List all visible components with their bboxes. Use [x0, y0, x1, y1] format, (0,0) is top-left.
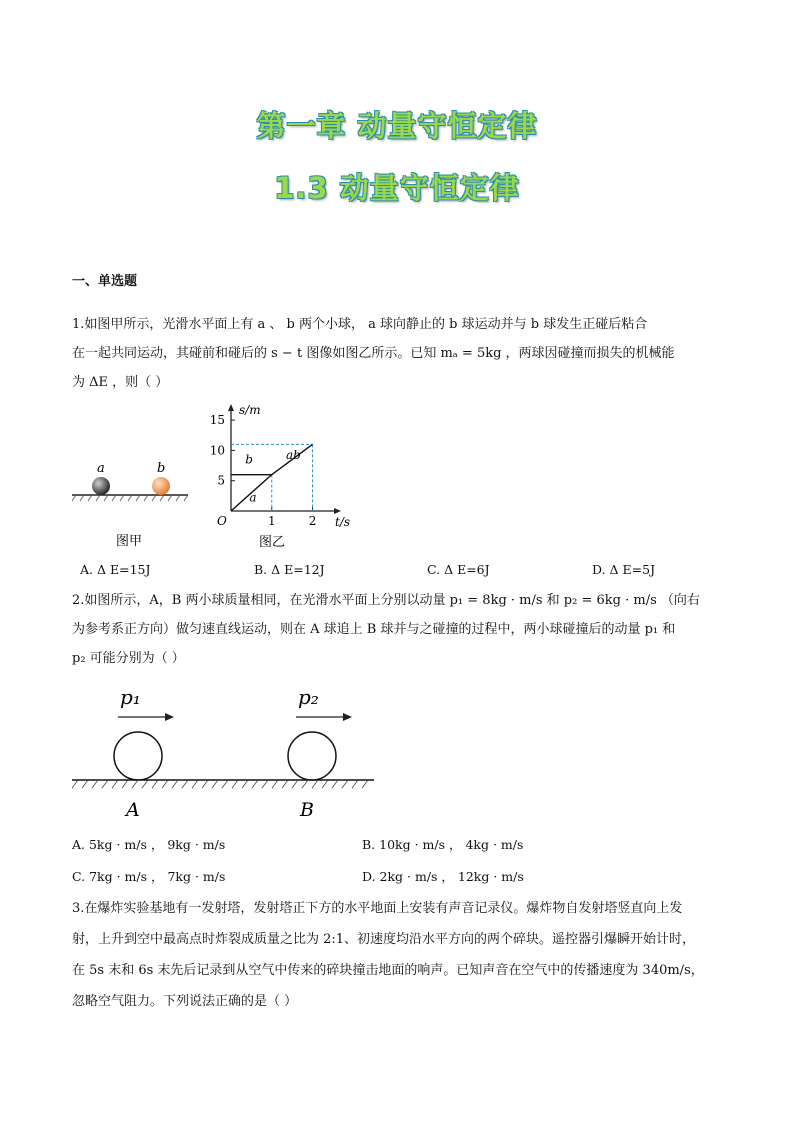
ball-A: [114, 732, 162, 780]
q2-line-2: 为参考系正方向）做匀速直线运动，则在 A 球追上 B 球并与之碰撞的过程中，两小球碰撞后的动量 p₁ 和: [72, 622, 676, 637]
q2-option-a[interactable]: A. 5kg · m/s ， 9kg · m/s: [72, 837, 226, 852]
q1-line-3: 为 ΔE ，则（ ）: [72, 375, 169, 390]
p2-arrow: [343, 713, 352, 721]
question-2-text: [72, 586, 732, 673]
q3-line-4: 忽略空气阻力。下列说法正确的是（ ）: [72, 994, 298, 1009]
q1-option-d[interactable]: D. Δ E=5J: [592, 562, 656, 577]
question-3-text: [72, 893, 732, 1017]
q1-line-2: 在一起共同运动，其碰前和碰后的 s − t 图像如图乙所示。已知 mₐ = 5kg ，两球因碰撞而损失的机械能: [72, 346, 675, 361]
x-axis-label: t/s: [335, 515, 351, 529]
ball-a: [92, 477, 110, 495]
section-heading: 一、单选题: [72, 274, 138, 289]
y-tick-label: 15: [209, 413, 225, 428]
chapter-title: 第一章 动量守恒定律: [256, 109, 538, 143]
q3-line-3: 在 5s 末和 6s 末先后记录到从空气中传来的碎块撞击地面的响声。已知声音在空气中的传播速度为 340m/s，: [72, 963, 704, 978]
q3-line-2: 射，上升到空中最高点时炸裂成质量之比为 2:1、初速度均沿水平方向的两个碎块。遥控器引爆瞬开始计时，: [72, 932, 696, 947]
x-tick-label: 1: [267, 514, 276, 528]
q1-line-1: 1.如图甲所示，光滑水平面上有 a 、 b 两个小球， a 球向静止的 b 球运动并与 b 球发生正碰后粘合: [72, 317, 648, 332]
figure-jia-caption: 图甲: [116, 534, 143, 549]
y-tick-label: 5: [217, 473, 225, 488]
series-label-ab: ab: [286, 447, 301, 462]
question-1-text: [72, 310, 732, 397]
ball-A-label: A: [126, 799, 140, 821]
figure-yi-caption: 图乙: [259, 535, 286, 550]
origin-label: O: [217, 514, 227, 528]
figure-q2: [68, 678, 378, 823]
y-axis-arrow: [228, 404, 234, 411]
q2-option-b[interactable]: B. 10kg · m/s ， 4kg · m/s: [362, 837, 524, 852]
ball-B-label: B: [300, 799, 314, 821]
series-label-b: b: [245, 452, 253, 467]
q1-option-a[interactable]: A. Δ E=15J: [80, 562, 151, 577]
q2-option-d[interactable]: D. 2kg · m/s ， 12kg · m/s: [362, 869, 524, 884]
q2-line-3: p₂ 可能分别为（ ）: [72, 651, 185, 666]
q1-option-b[interactable]: B. Δ E=12J: [254, 562, 325, 577]
ball-b-label: b: [157, 461, 166, 476]
figure-yi-chart: [205, 398, 365, 556]
section-title: 1.3 动量守恒定律: [274, 171, 520, 205]
ball-B: [288, 732, 336, 780]
p1-label: p₁: [120, 685, 141, 709]
q2-line-1: 2.如图所示，A，B 两小球质量相同，在光滑水平面上分别以动量 p₁ = 8kg · m/s 和 p₂ = 6kg · m/s （向右: [72, 593, 700, 608]
ball-a-label: a: [97, 461, 105, 476]
p2-label: p₂: [298, 685, 319, 709]
q2-option-c[interactable]: C. 7kg · m/s ， 7kg · m/s: [72, 869, 226, 884]
figure-jia: [68, 455, 198, 555]
y-tick-label: 10: [209, 443, 225, 458]
x-axis-arrow: [334, 508, 341, 514]
p1-arrow: [165, 713, 174, 721]
q3-line-1: 3.在爆炸实验基地有一发射塔，发射塔正下方的水平地面上安装有声音记录仪。爆炸物自发射塔竖直向上发: [72, 901, 683, 916]
y-axis-label: s/m: [239, 403, 261, 417]
ball-b: [152, 477, 170, 495]
series-label-a: a: [249, 490, 257, 505]
q1-option-c[interactable]: C. Δ E=6J: [427, 562, 490, 577]
x-tick-label: 2: [308, 514, 317, 528]
